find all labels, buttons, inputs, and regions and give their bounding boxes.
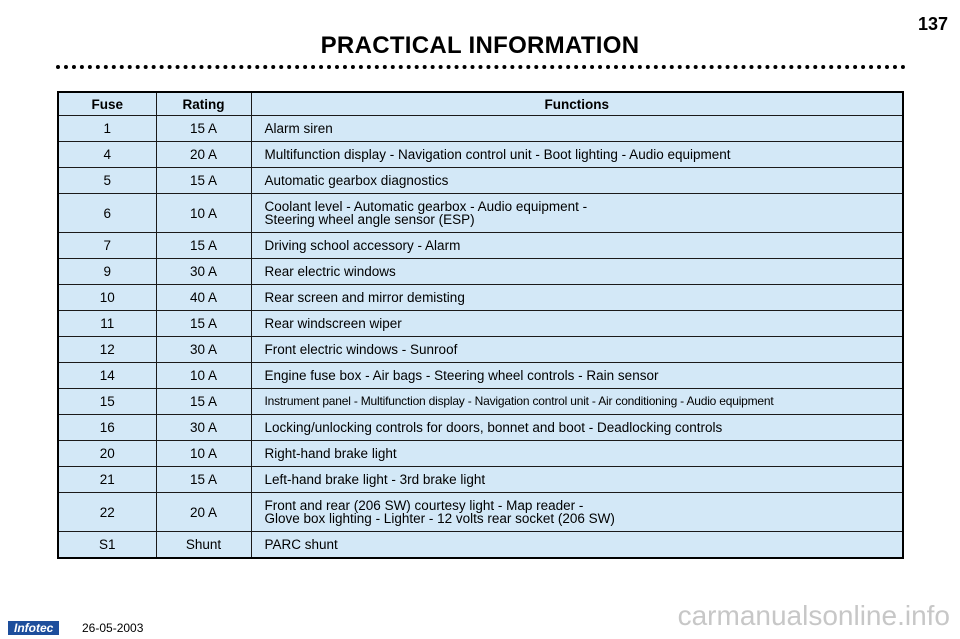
function-line: Glove box lighting - Lighter - 12 volts rear socket (206 SW) xyxy=(264,511,615,526)
table-row xyxy=(58,415,903,441)
function-line: Right-hand brake light xyxy=(264,446,397,461)
fuse-number-cell: S1 xyxy=(58,532,156,559)
table-row xyxy=(58,168,903,194)
function-line: Rear electric windows xyxy=(264,264,396,279)
fuse-functions-cell xyxy=(251,168,903,194)
fuse-rating-cell: 40 A xyxy=(156,285,251,311)
fuse-number-cell: 22 xyxy=(58,493,156,532)
fuse-rating-cell: 15 A xyxy=(156,168,251,194)
table-row xyxy=(58,311,903,337)
table-row xyxy=(58,441,903,467)
fuse-functions-cell xyxy=(251,467,903,493)
table-row xyxy=(58,285,903,311)
fuse-number-cell: 21 xyxy=(58,467,156,493)
table-row xyxy=(58,389,903,415)
fuse-functions-cell xyxy=(251,142,903,168)
table-row xyxy=(58,233,903,259)
fuse-rating-cell: 15 A xyxy=(156,467,251,493)
fuse-rating-cell: 20 A xyxy=(156,142,251,168)
fuse-number-cell: 11 xyxy=(58,311,156,337)
fuse-rating-cell: 10 A xyxy=(156,363,251,389)
function-line: Multifunction display - Navigation control unit - Boot lighting - Audio equipment xyxy=(264,147,731,162)
table-row xyxy=(58,116,903,142)
fuse-rating-cell: 15 A xyxy=(156,233,251,259)
function-line: Locking/unlocking controls for doors, bonnet and boot - Deadlocking controls xyxy=(264,420,723,435)
fuse-rating-cell: 20 A xyxy=(156,493,251,532)
page-title: PRACTICAL INFORMATION xyxy=(320,32,640,59)
fuse-functions-cell xyxy=(251,259,903,285)
fuse-rating-cell: 10 A xyxy=(156,441,251,467)
fuse-functions-cell xyxy=(251,532,903,559)
fuse-number-cell: 9 xyxy=(58,259,156,285)
fuse-rating-cell: 15 A xyxy=(156,389,251,415)
function-line: Driving school accessory - Alarm xyxy=(264,238,461,253)
fuse-functions-cell xyxy=(251,233,903,259)
table-row xyxy=(58,142,903,168)
function-line: Front and rear (206 SW) courtesy light - Map reader - xyxy=(264,498,584,513)
fuse-functions-cell xyxy=(251,415,903,441)
fuse-rating-cell: 15 A xyxy=(156,311,251,337)
watermark: carmanualsonline.info xyxy=(677,600,950,631)
fuse-rating-cell: Shunt xyxy=(156,532,251,559)
fuse-functions-cell xyxy=(251,493,903,532)
fuse-rating-cell: 30 A xyxy=(156,259,251,285)
fuse-number-cell: 5 xyxy=(58,168,156,194)
infotec-logo: Infotec xyxy=(8,621,59,635)
fuse-number-cell: 20 xyxy=(58,441,156,467)
function-line: Front electric windows - Sunroof xyxy=(264,342,458,357)
function-line: Steering wheel angle sensor (ESP) xyxy=(264,212,475,227)
table-row xyxy=(58,259,903,285)
fuse-functions-cell xyxy=(251,194,903,233)
fuse-functions-cell xyxy=(251,363,903,389)
function-line: Instrument panel - Multifunction display - Navigation control unit - Air conditioning - Audio equipment xyxy=(264,394,774,408)
function-line: PARC shunt xyxy=(264,537,338,552)
table-row xyxy=(58,532,903,559)
fuse-functions-cell xyxy=(251,389,903,415)
table-row xyxy=(58,363,903,389)
fuse-rating-cell: 30 A xyxy=(156,337,251,363)
footer-date: 26-05-2003 xyxy=(82,621,144,635)
function-line: Left-hand brake light - 3rd brake light xyxy=(264,472,486,487)
fuse-number-cell: 15 xyxy=(58,389,156,415)
table-row xyxy=(58,337,903,363)
function-line: Alarm siren xyxy=(264,121,333,136)
page-number: 137 xyxy=(917,14,948,34)
fuse-functions-cell xyxy=(251,285,903,311)
fuse-table xyxy=(57,91,904,559)
fuse-number-cell: 16 xyxy=(58,415,156,441)
table-row xyxy=(58,194,903,233)
fuse-number-cell: 10 xyxy=(58,285,156,311)
fuse-number-cell: 7 xyxy=(58,233,156,259)
fuse-number-cell: 14 xyxy=(58,363,156,389)
function-line: Engine fuse box - Air bags - Steering wheel controls - Rain sensor xyxy=(264,368,659,383)
table-row xyxy=(58,467,903,493)
title-divider xyxy=(56,65,906,69)
fuse-rating-cell: 10 A xyxy=(156,194,251,233)
function-line: Rear windscreen wiper xyxy=(264,316,402,331)
fuse-rating-cell: 30 A xyxy=(156,415,251,441)
header-rating: Rating xyxy=(156,92,251,116)
fuse-number-cell: 6 xyxy=(58,194,156,233)
fuse-functions-cell xyxy=(251,337,903,363)
fuse-number-cell: 12 xyxy=(58,337,156,363)
fuse-functions-cell xyxy=(251,311,903,337)
table-header-row xyxy=(58,92,903,116)
function-line: Automatic gearbox diagnostics xyxy=(264,173,449,188)
fuse-number-cell: 1 xyxy=(58,116,156,142)
table-row xyxy=(58,493,903,532)
fuse-number-cell: 4 xyxy=(58,142,156,168)
fuse-functions-cell xyxy=(251,441,903,467)
header-fuse: Fuse xyxy=(58,92,156,116)
fuse-rating-cell: 15 A xyxy=(156,116,251,142)
function-line: Coolant level - Automatic gearbox - Audio equipment - xyxy=(264,199,588,214)
fuse-functions-cell xyxy=(251,116,903,142)
header-functions: Functions xyxy=(251,92,903,116)
function-line: Rear screen and mirror demisting xyxy=(264,290,465,305)
